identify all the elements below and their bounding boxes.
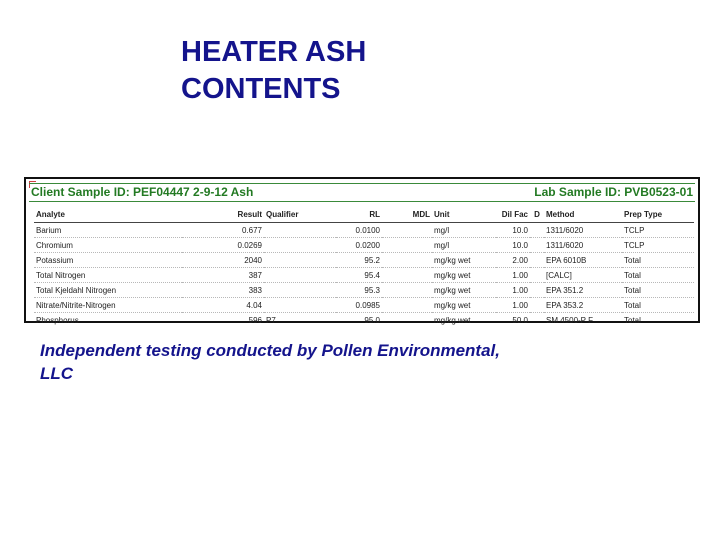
cell-dil-fac: 10.0 [496,238,530,253]
cell-result: 383 [182,283,264,298]
cell-mdl [382,223,432,238]
cell-mdl [382,268,432,283]
cell-qualifier [264,253,336,268]
lab-report-excerpt [24,177,700,323]
cell-method: 1311/6020 [544,223,622,238]
cell-d [530,253,544,268]
cell-qualifier [264,283,336,298]
cell-unit: mg/kg wet [432,283,496,298]
cell-analyte: Barium [34,223,182,238]
cell-qualifier [264,268,336,283]
results-table [34,208,694,327]
cell-dil-fac: 1.00 [496,283,530,298]
cell-rl: 95.0 [364,315,380,325]
cell-analyte: Phosphorus [36,315,79,325]
cell-rl: 0.0985 [336,298,382,313]
cell-result: 4.04 [182,298,264,313]
col-header-d: D [530,208,544,223]
cell-d [530,283,544,298]
cell-unit: mg/l [432,238,496,253]
cell-qualifier [264,238,336,253]
cell-prep-type: TCLP [622,238,694,253]
cell-method: [CALC] [544,268,622,283]
cell-mdl [382,313,432,328]
cell-d [530,238,544,253]
cell-result: 596 [248,315,262,325]
cell-d [530,223,544,238]
col-header-qualifier: Qualifier [264,208,336,223]
cell-unit: mg/kg wet [432,253,496,268]
cell-rl: 0.0100 [336,223,382,238]
lab-sample-id: Lab Sample ID: PVB0523-01 [534,185,693,199]
cell-mdl [382,298,432,313]
col-header-result: Result [182,208,264,223]
cell-prep-type: Total [622,283,694,298]
cell-dil-fac: 50.0 [512,315,528,325]
cell-prep-type: Total [622,253,694,268]
cell-result: 387 [182,268,264,283]
cell-prep-type: Total [622,268,694,283]
cell-d [530,313,544,328]
title-line-2: CONTENTS [181,73,341,105]
cell-rl: 95.4 [336,268,382,283]
sample-id-header [29,183,695,202]
cell-rl: 95.2 [336,253,382,268]
col-header-unit: Unit [432,208,496,223]
col-header-dil-fac: Dil Fac [496,208,530,223]
table-row [34,253,694,268]
cell-mdl [382,253,432,268]
table-row [34,313,694,328]
cell-unit: mg/kg wet [432,268,496,283]
cell-d [530,268,544,283]
cell-qualifier: P7 [266,315,276,325]
cell-rl: 0.0200 [336,238,382,253]
table-row [34,268,694,283]
cell-mdl [382,283,432,298]
cell-method: EPA 351.2 [544,283,622,298]
cell-result: 2040 [182,253,264,268]
cell-method: 1311/6020 [544,238,622,253]
slide-title [181,34,501,108]
results-body [34,223,694,328]
cell-dil-fac: 10.0 [496,223,530,238]
cell-unit: mg/l [432,223,496,238]
cell-analyte: Chromium [34,238,182,253]
cell-analyte: Total Nitrogen [34,268,182,283]
col-header-mdl: MDL [382,208,432,223]
col-header-analyte: Analyte [34,208,182,223]
cell-qualifier [264,298,336,313]
caption [40,339,640,385]
table-row [34,283,694,298]
cell-unit: mg/kg wet [434,315,471,325]
cell-analyte: Potassium [34,253,182,268]
cell-qualifier [264,223,336,238]
table-row [34,238,694,253]
cell-result: 0.0269 [182,238,264,253]
cell-analyte: Total Kjeldahl Nitrogen [34,283,182,298]
table-row [34,223,694,238]
client-sample-id: Client Sample ID: PEF04447 2-9-12 Ash [31,185,254,199]
col-header-method: Method [544,208,622,223]
cell-dil-fac: 2.00 [496,253,530,268]
cell-prep-type: Total [622,298,694,313]
cell-d [530,298,544,313]
cell-prep-type: TCLP [622,223,694,238]
cell-prep-type: Total [624,315,641,325]
cell-analyte: Nitrate/Nitrite-Nitrogen [34,298,182,313]
caption-line-1: Independent testing conducted by Pollen Environmental, [40,341,500,360]
cell-mdl [382,238,432,253]
cell-method: SM 4500-P F [546,315,593,325]
cell-method: EPA 6010B [544,253,622,268]
cell-result: 0.677 [182,223,264,238]
title-line-1: HEATER ASH [181,36,367,68]
caption-line-2: LLC [40,364,74,383]
cell-unit: mg/kg wet [432,298,496,313]
table-row [34,298,694,313]
cell-rl: 95.3 [336,283,382,298]
cell-dil-fac: 1.00 [496,298,530,313]
cell-dil-fac: 1.00 [496,268,530,283]
cell-method: EPA 353.2 [544,298,622,313]
col-header-prep-type: Prep Type [622,208,694,223]
table-header-row [34,208,694,223]
col-header-rl: RL [336,208,382,223]
